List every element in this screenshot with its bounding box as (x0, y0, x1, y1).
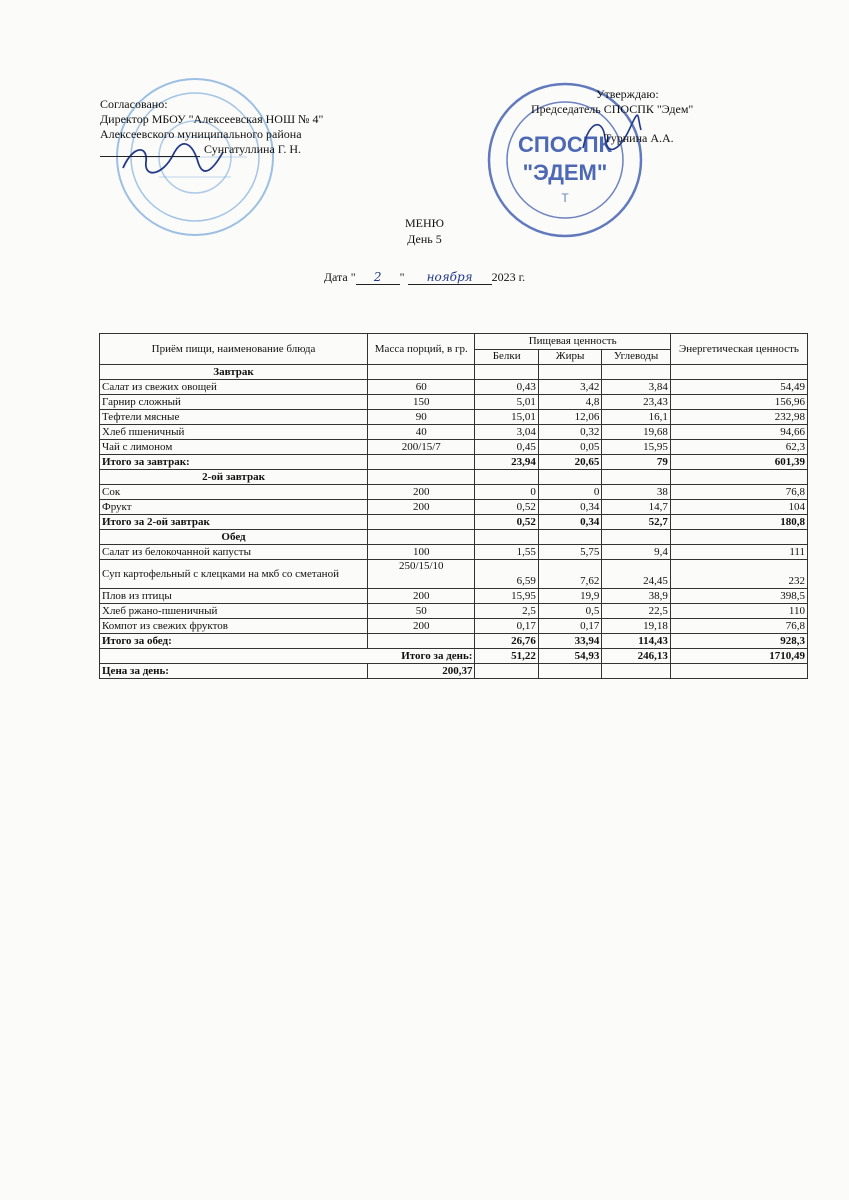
dish-energy: 62,3 (670, 440, 807, 455)
table-row (100, 500, 808, 515)
table-row (100, 604, 808, 619)
page-subtitle: День 5 (407, 232, 442, 246)
dish-energy: 94,66 (670, 425, 807, 440)
header-name: Приём пищи, наименование блюда (100, 334, 368, 365)
total-carbs: 52,7 (602, 515, 671, 530)
dish-fats: 0,34 (538, 500, 601, 515)
header-proteins: Белки (475, 349, 538, 365)
day-total-label: Итого за день: (100, 649, 475, 664)
total-fats: 33,94 (538, 634, 601, 649)
table-row (100, 545, 808, 560)
approval-block (100, 97, 323, 157)
page-title: МЕНЮ (405, 216, 444, 230)
approval-district: Алексеевского муниципального района (100, 127, 302, 141)
dish-name: Сок (100, 485, 368, 500)
dish-fats: 12,06 (538, 410, 601, 425)
dish-proteins: 15,95 (475, 589, 538, 604)
dish-mass: 50 (368, 604, 475, 619)
total-row (100, 515, 808, 530)
table-row (100, 410, 808, 425)
day-total-proteins: 51,22 (475, 649, 538, 664)
price-value: 200,37 (368, 664, 475, 679)
date-prefix: Дата " (323, 270, 356, 284)
date-line (0, 270, 849, 285)
price-label: Цена за день: (100, 664, 368, 679)
date-year: 2023 г. (491, 270, 526, 284)
svg-text:"ЭДЕМ": "ЭДЕМ" (522, 160, 608, 185)
total-fats: 0,34 (538, 515, 601, 530)
dish-name: Хлеб ржано-пшеничный (100, 604, 368, 619)
total-proteins: 0,52 (475, 515, 538, 530)
svg-text:СПОСПК: СПОСПК (518, 132, 612, 157)
dish-name: Суп картофельный с клецками на мкб со сметаной (100, 560, 368, 589)
dish-carbs: 19,18 (602, 619, 671, 634)
dish-name: Фрукт (100, 500, 368, 515)
header-nutrition: Пищевая ценность (475, 334, 670, 350)
dish-carbs: 15,95 (602, 440, 671, 455)
dish-energy: 111 (670, 545, 807, 560)
menu-table (99, 333, 808, 679)
table-row (100, 425, 808, 440)
section-header-row (100, 365, 808, 380)
dish-fats: 0 (538, 485, 601, 500)
dish-fats: 0,32 (538, 425, 601, 440)
price-row (100, 664, 808, 679)
total-fats: 20,65 (538, 455, 601, 470)
dish-name: Плов из птицы (100, 589, 368, 604)
dish-fats: 5,75 (538, 545, 601, 560)
total-energy: 928,3 (670, 634, 807, 649)
header-fats: Жиры (538, 349, 601, 365)
table-row (100, 560, 808, 589)
dish-energy: 232 (670, 560, 807, 589)
total-label: Итого за завтрак: (100, 455, 368, 470)
dish-energy: 76,8 (670, 485, 807, 500)
dish-carbs: 38,9 (602, 589, 671, 604)
dish-carbs: 38 (602, 485, 671, 500)
dish-proteins: 3,04 (475, 425, 538, 440)
dish-mass: 60 (368, 380, 475, 395)
day-total-fats: 54,93 (538, 649, 601, 664)
table-row (100, 619, 808, 634)
total-carbs: 79 (602, 455, 671, 470)
total-carbs: 114,43 (602, 634, 671, 649)
approval-signer: Сунгатуллина Г. Н. (204, 142, 302, 156)
day-total-energy: 1710,49 (670, 649, 807, 664)
dish-energy: 76,8 (670, 619, 807, 634)
dish-carbs: 14,7 (602, 500, 671, 515)
total-energy: 601,39 (670, 455, 807, 470)
dish-energy: 232,98 (670, 410, 807, 425)
dish-proteins: 0,43 (475, 380, 538, 395)
dish-proteins: 15,01 (475, 410, 538, 425)
section-title: Обед (100, 530, 368, 545)
day-total-row (100, 649, 808, 664)
dish-name: Гарнир сложный (100, 395, 368, 410)
dish-energy: 398,5 (670, 589, 807, 604)
dish-proteins: 5,01 (475, 395, 538, 410)
total-energy: 180,8 (670, 515, 807, 530)
dish-proteins: 0,52 (475, 500, 538, 515)
dish-fats: 0,05 (538, 440, 601, 455)
dish-carbs: 24,45 (602, 560, 671, 589)
dish-mass: 200 (368, 619, 475, 634)
dish-carbs: 19,68 (602, 425, 671, 440)
dish-mass: 90 (368, 410, 475, 425)
dish-name: Чай с лимоном (100, 440, 368, 455)
dish-energy: 156,96 (670, 395, 807, 410)
total-label: Итого за обед: (100, 634, 368, 649)
svg-text:T: T (561, 191, 569, 205)
signature-line (100, 144, 200, 157)
table-row (100, 589, 808, 604)
dish-fats: 0,5 (538, 604, 601, 619)
dish-mass: 200 (368, 500, 475, 515)
dish-name: Тефтели мясные (100, 410, 368, 425)
dish-mass: 200 (368, 589, 475, 604)
dish-proteins: 6,59 (475, 560, 538, 589)
dish-fats: 4,8 (538, 395, 601, 410)
dish-carbs: 16,1 (602, 410, 671, 425)
section-title: 2-ой завтрак (100, 470, 368, 485)
dish-mass: 40 (368, 425, 475, 440)
header-energy: Энергетическая ценность (670, 334, 807, 365)
dish-energy: 54,49 (670, 380, 807, 395)
dish-energy: 104 (670, 500, 807, 515)
confirm-block (531, 87, 694, 146)
dish-carbs: 23,43 (602, 395, 671, 410)
approval-position: Директор МБОУ "Алексеевская НОШ № 4" (100, 112, 324, 126)
table-row (100, 485, 808, 500)
approval-label: Согласовано: (100, 97, 168, 111)
total-label: Итого за 2-ой завтрак (100, 515, 368, 530)
total-proteins: 23,94 (475, 455, 538, 470)
table-row (100, 395, 808, 410)
date-mid: " (399, 270, 405, 284)
total-row (100, 455, 808, 470)
total-row (100, 634, 808, 649)
confirm-signer: Турнина А.А. (604, 131, 674, 145)
dish-proteins: 0,17 (475, 619, 538, 634)
dish-name: Компот из свежих фруктов (100, 619, 368, 634)
dish-mass: 200 (368, 485, 475, 500)
dish-mass: 200/15/7 (368, 440, 475, 455)
section-header-row (100, 530, 808, 545)
header-mass: Масса порций, в гр. (368, 334, 475, 365)
dish-proteins: 1,55 (475, 545, 538, 560)
dish-fats: 7,62 (538, 560, 601, 589)
dish-carbs: 9,4 (602, 545, 671, 560)
confirm-position: Председатель СПОСПК "Эдем" (531, 102, 694, 116)
table-row (100, 380, 808, 395)
dish-mass: 100 (368, 545, 475, 560)
dish-mass: 150 (368, 395, 475, 410)
dish-name: Салат из свежих овощей (100, 380, 368, 395)
dish-name: Хлеб пшеничный (100, 425, 368, 440)
dish-proteins: 2,5 (475, 604, 538, 619)
dish-carbs: 22,5 (602, 604, 671, 619)
dish-carbs: 3,84 (602, 380, 671, 395)
dish-energy: 110 (670, 604, 807, 619)
dish-fats: 0,17 (538, 619, 601, 634)
dish-proteins: 0 (475, 485, 538, 500)
dish-fats: 19,9 (538, 589, 601, 604)
section-title: Завтрак (100, 365, 368, 380)
header-carbs: Углеводы (602, 349, 671, 365)
table-row (100, 440, 808, 455)
dish-mass: 250/15/10 (368, 560, 475, 589)
section-header-row (100, 470, 808, 485)
confirm-label: Утверждаю: (596, 87, 659, 101)
dish-proteins: 0,45 (475, 440, 538, 455)
dish-fats: 3,42 (538, 380, 601, 395)
day-total-carbs: 246,13 (602, 649, 671, 664)
total-proteins: 26,76 (475, 634, 538, 649)
dish-name: Салат из белокочанной капусты (100, 545, 368, 560)
date-month: ноября (408, 270, 492, 285)
date-day: 2 (356, 270, 400, 285)
